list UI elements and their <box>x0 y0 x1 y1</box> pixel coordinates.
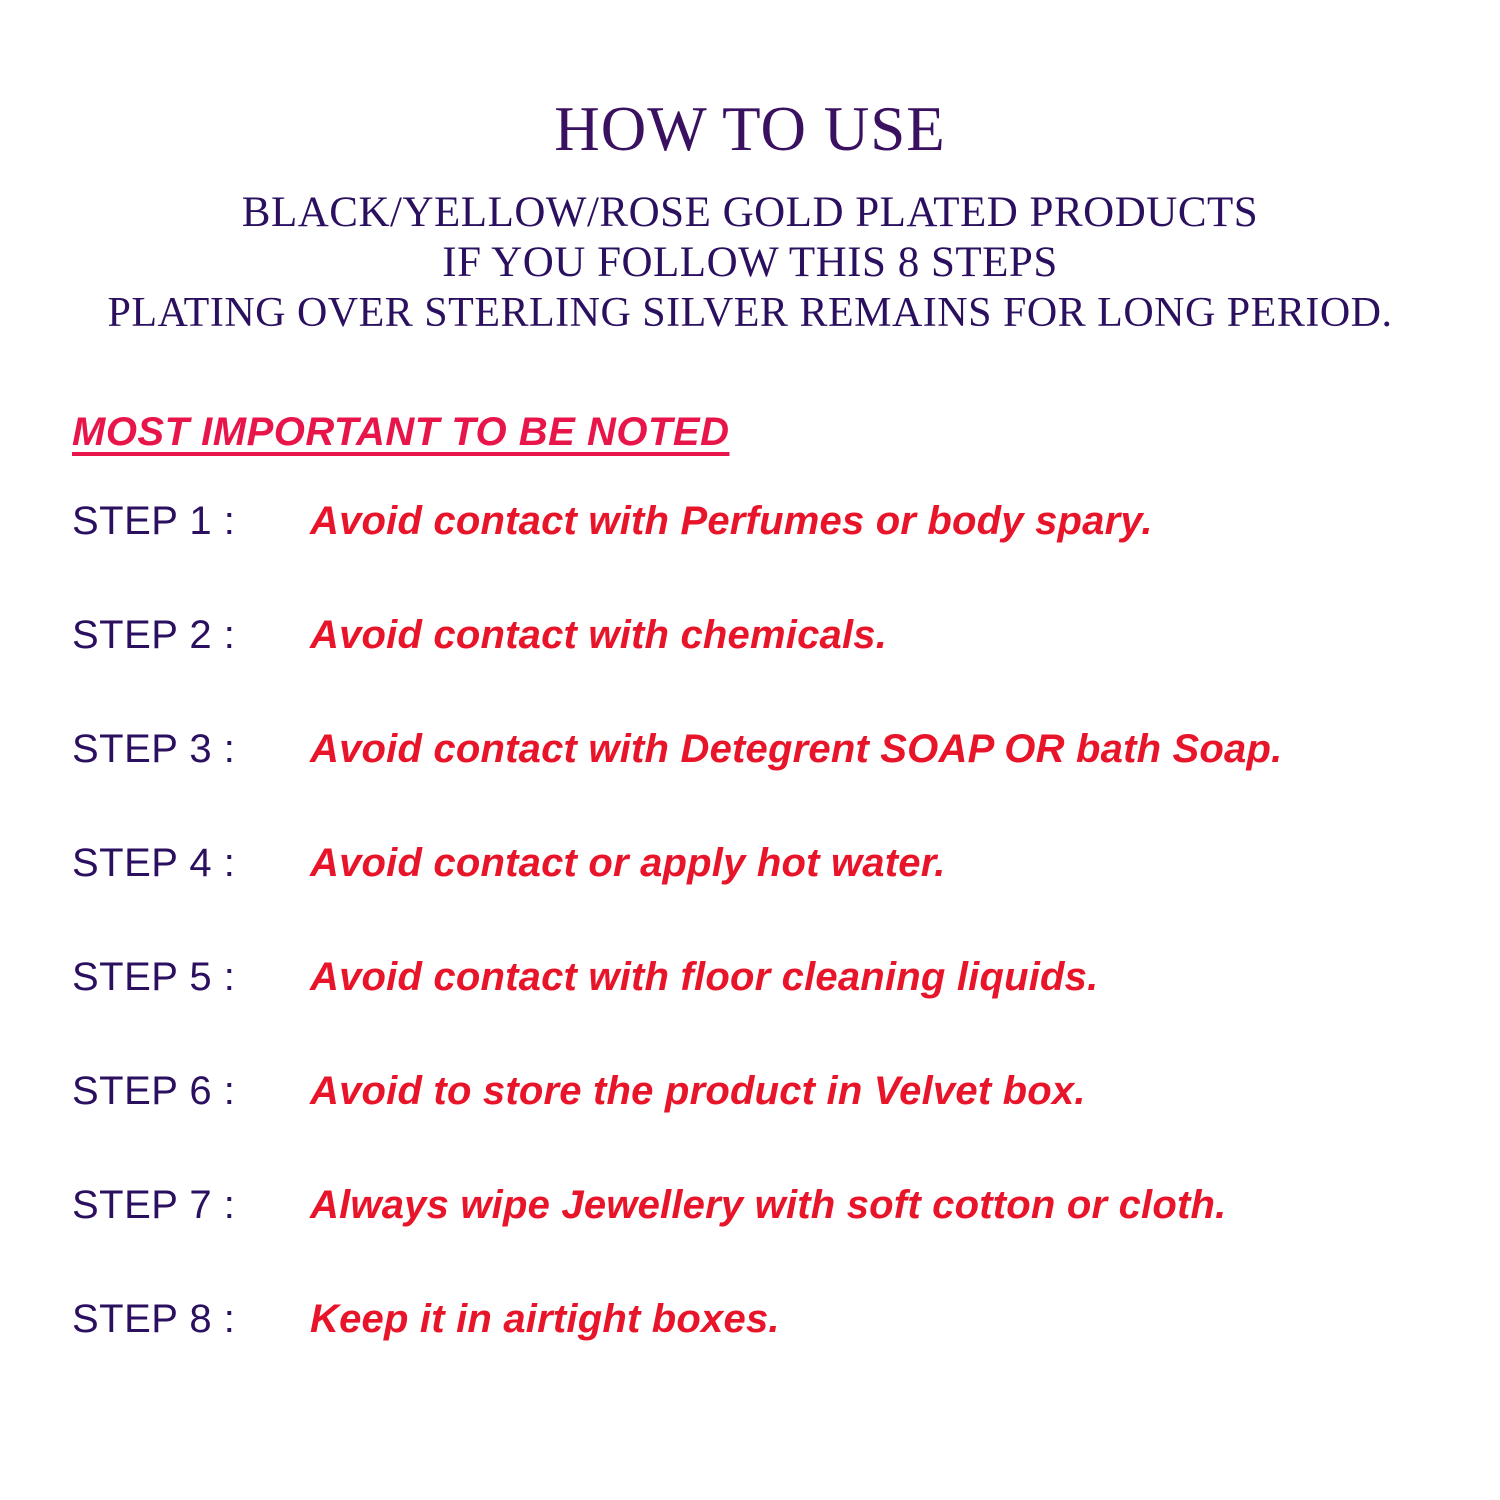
step-label: STEP 3 : <box>72 726 236 771</box>
step-row <box>72 1069 1500 1183</box>
subtitle-line-1: BLACK/YELLOW/ROSE GOLD PLATED PRODUCTS <box>241 189 1259 237</box>
steps-list <box>0 499 1500 1411</box>
step-row <box>72 841 1500 955</box>
step-label: STEP 4 : <box>72 840 236 885</box>
step-text: Avoid contact with floor cleaning liquids. <box>310 954 1099 999</box>
subtitle-line-3: PLATING OVER STERLING SILVER REMAINS FOR LONG PERIOD. <box>107 289 1393 336</box>
step-text: Avoid contact with Detegrent SOAP OR bath Soap. <box>310 726 1283 771</box>
step-row <box>72 499 1500 613</box>
step-row <box>72 955 1500 1069</box>
step-text: Avoid contact with Perfumes or body spary. <box>310 498 1153 543</box>
step-label: STEP 6 : <box>72 1068 236 1113</box>
step-row <box>72 1297 1500 1411</box>
step-row <box>72 1183 1500 1297</box>
step-text: Always wipe Jewellery with soft cotton or cloth. <box>310 1182 1227 1227</box>
step-text: Avoid contact with chemicals. <box>310 612 888 657</box>
subtitle-line-2: IF YOU FOLLOW THIS 8 STEPS <box>442 239 1058 287</box>
step-row <box>72 613 1500 727</box>
step-text: Avoid contact or apply hot water. <box>310 840 946 885</box>
step-label: STEP 2 : <box>72 612 236 657</box>
page-title: HOW TO USE <box>554 94 946 164</box>
step-row <box>72 727 1500 841</box>
subtitle-block <box>0 188 1500 338</box>
header-block <box>0 0 1500 338</box>
step-label: STEP 8 : <box>72 1296 236 1341</box>
important-notice-heading: MOST IMPORTANT TO BE NOTED <box>72 409 730 454</box>
step-text: Avoid to store the product in Velvet box. <box>310 1068 1086 1113</box>
step-text: Keep it in airtight boxes. <box>310 1296 780 1341</box>
step-label: STEP 7 : <box>72 1182 236 1227</box>
step-label: STEP 5 : <box>72 954 236 999</box>
step-label: STEP 1 : <box>72 498 236 543</box>
